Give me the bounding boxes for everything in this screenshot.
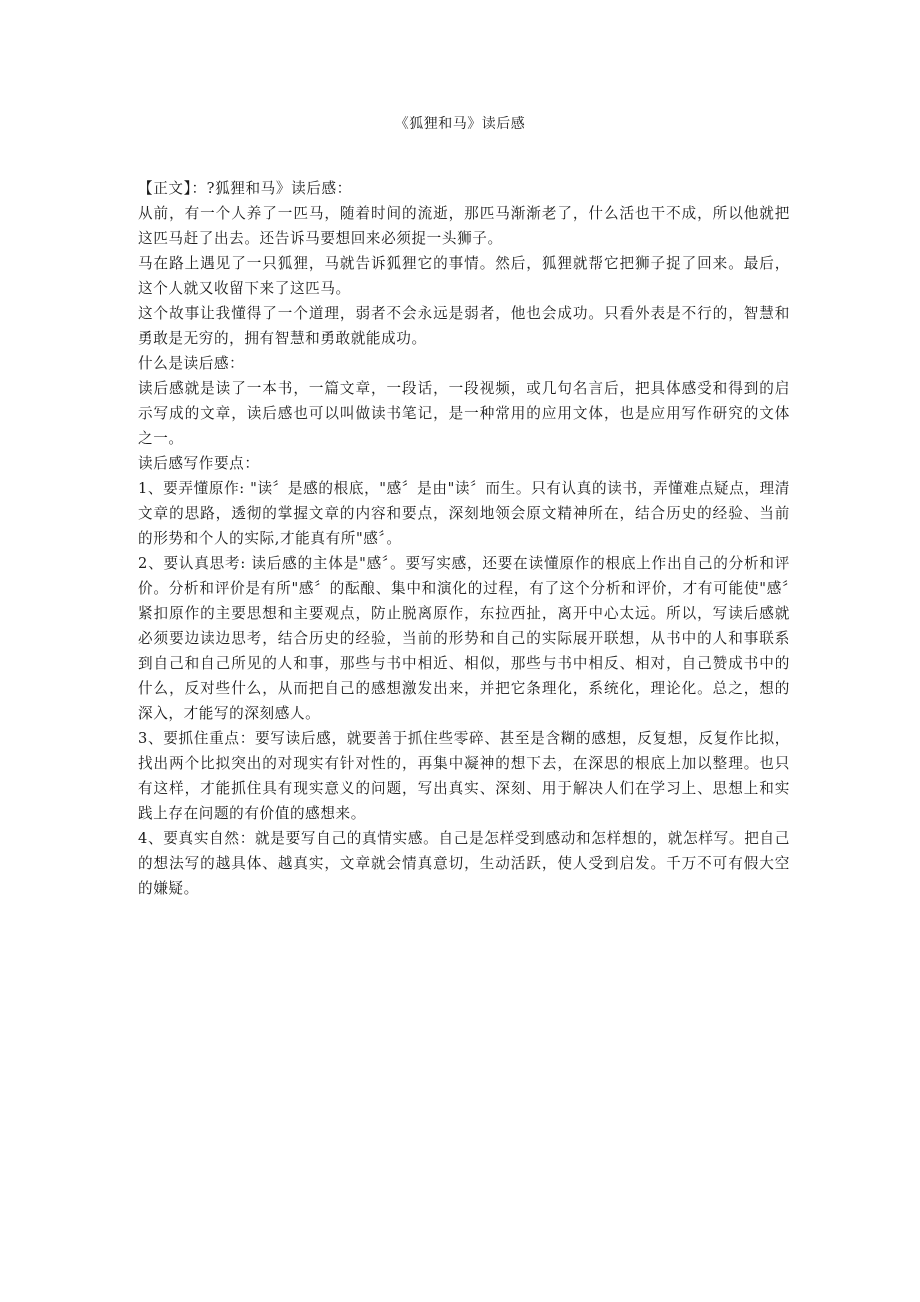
paragraph-moral: 这个故事让我懂得了一个道理，弱者不会永远是弱者，他也会成功。只看外表是不行的，智慧和勇敢是无穷的，拥有智慧和勇敢就能成功。 [138,305,790,347]
paragraph-tip-1: 1、要弄懂原作: "读〞是感的根底，"感〞是由"读〞而生。只有认真的读书，弄懂难点疑点，理清文章的思路，透彻的掌握文章的内容和要点，深刻地领会原文精神所在，结合历史的经验、当前的形势和个人的实际,才能真有所"感〞。 [138,480,790,547]
paragraph-tips-heading: 读后感写作要点： [138,455,260,472]
paragraph-story-1: 从前，有一个人养了一匹马，随着时间的流逝，那匹马渐渐老了，什么活也干不成，所以他就把这匹马赶了出去。还告诉马要想回来必须捉一头狮子。 [138,205,790,247]
paragraph-heading: 【正文】：?狐狸和马》读后感： [138,180,352,197]
paragraph-story-2: 马在路上遇见了一只狐狸，马就告诉狐狸它的事情。然后，狐狸就帮它把狮子捉了回来。最后，这个人就又收留下来了这匹马。 [138,255,790,297]
paragraph-tip-2: 2、要认真思考: 读后感的主体是"感〞。要写实感，还要在读懂原作的根底上作出自己的分析和评价。分析和评价是有所"感〞的酝酿、集中和演化的过程，有了这个分析和评价，才有可能使"感〞紧扣原作的主要思想和主要观点，防止脱离原作，东拉西扯，离开中心太远。所以，写读后感就必须要边读边思考，结合历史的经验，当前的形势和自己的实际展开联想，从书中的人和事联系到自己和自己所见的人和事，那些与书中相近、相似，那些与书中相反、相对，自己赞成书中的什么，反对些什么，从而把自己的感想激发出来，并把它条理化，系统化，理论化。总之，想的深入，才能写的深刻感人。 [138,555,790,722]
document-body [138,176,790,901]
document-title: 《狐狸和马》读后感 [394,116,526,132]
paragraph-tip-4: 4、要真实自然：就是要写自己的真情实感。自己是怎样受到感动和怎样想的，就怎样写。把自己的想法写的越具体、越真实，文章就会情真意切，生动活跃，使人受到启发。千万不可有假大空的嫌疑。 [138,830,790,897]
paragraph-definition: 读后感就是读了一本书，一篇文章，一段话，一段视频，或几句名言后，把具体感受和得到的启示写成的文章，读后感也可以叫做读书笔记，是一种常用的应用文体，也是应用写作研究的文体之一。 [138,380,790,447]
paragraph-what-is-heading: 什么是读后感： [138,355,245,372]
paragraph-tip-3: 3、要抓住重点：要写读后感，就要善于抓住些零碎、甚至是含糊的感想，反复想，反复作比拟，找出两个比拟突出的对现实有针对性的，再集中凝神的想下去，在深思的根底上加以整理。也只有这样，才能抓住具有现实意义的问题，写出真实、深刻、用于解决人们在学习上、思想上和实践上存在问题的有价值的感想来。 [138,730,790,822]
